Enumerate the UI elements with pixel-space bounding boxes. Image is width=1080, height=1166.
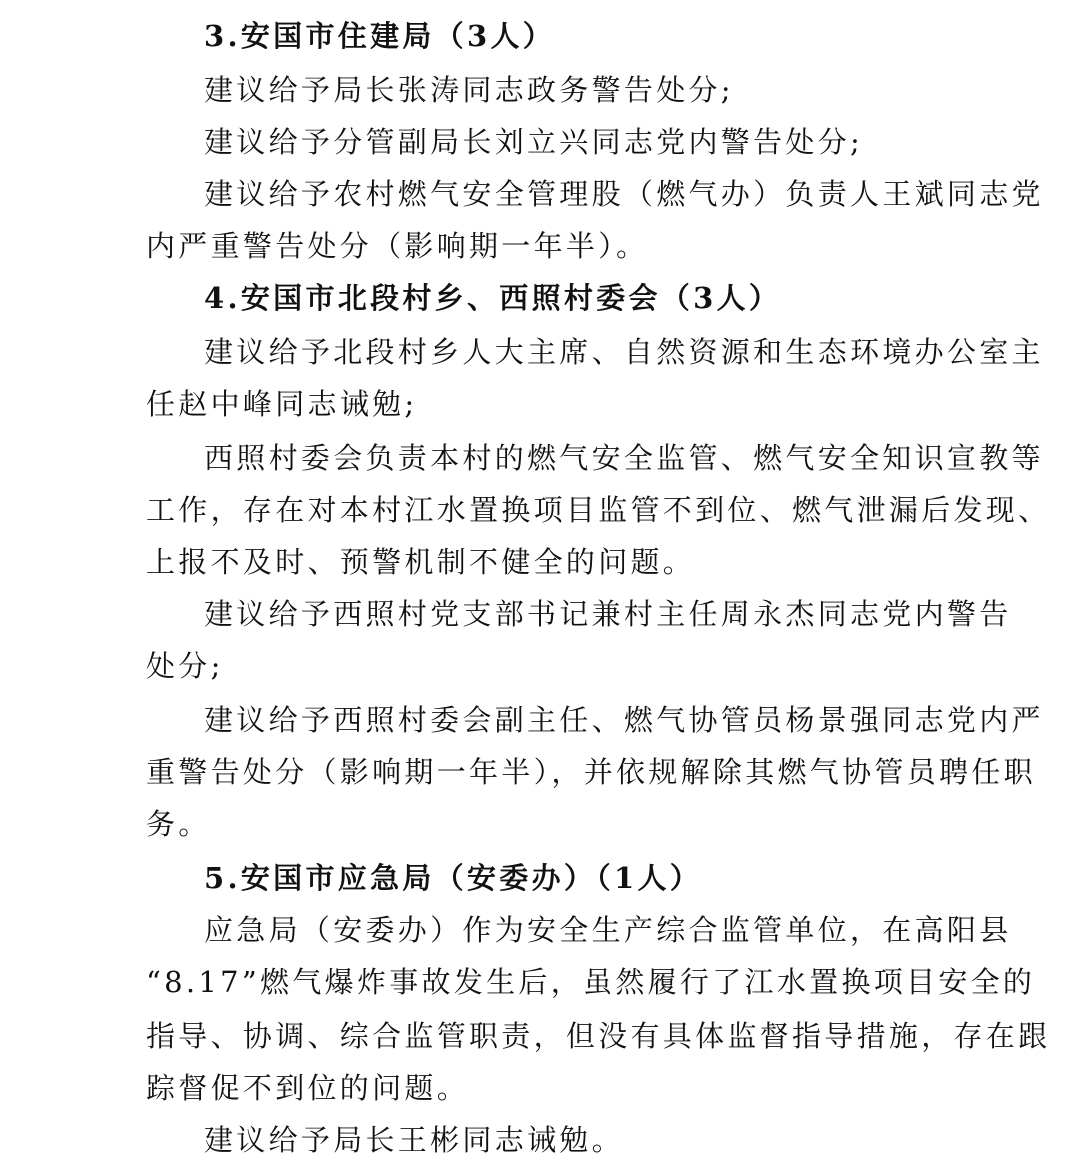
section-4-paragraph-2-line-2: 工作，存在对本村江水置换项目监管不到位、燃气泄漏后发现、 [146, 493, 1051, 527]
section-4-paragraph-3-line-1: 建议给予西照村党支部书记兼村主任周永杰同志党内警告 [204, 597, 1012, 631]
section-3-paragraph-1: 建议给予局长张涛同志政务警告处分; [204, 73, 734, 107]
section-5-heading: 5.安国市应急局（安委办）（1人） [204, 861, 703, 895]
section-5-paragraph-1-line-4: 踪督促不到位的问题。 [146, 1071, 470, 1105]
section-4-paragraph-3-line-2: 处分; [146, 649, 224, 683]
section-4-paragraph-1-line-1: 建议给予北段村乡人大主席、自然资源和生态环境办公室主 [204, 335, 1044, 369]
section-4-paragraph-1-line-2: 任赵中峰同志诫勉; [146, 387, 418, 421]
section-5-paragraph-1-line-1: 应急局（安委办）作为安全生产综合监管单位，在高阳县 [204, 913, 1012, 947]
section-5-paragraph-1-line-2: “8.17”燃气爆炸事故发生后，虽然履行了江水置换项目安全的 [146, 965, 1036, 999]
section-3-paragraph-2: 建议给予分管副局长刘立兴同志党内警告处分; [204, 125, 864, 159]
section-4-paragraph-4-line-1: 建议给予西照村委会副主任、燃气协管员杨景强同志党内严 [204, 703, 1044, 737]
section-4-paragraph-4-line-2: 重警告处分（影响期一年半），并依规解除其燃气协管员聘任职 [146, 755, 1036, 789]
section-5-paragraph-2: 建议给予局长王彬同志诫勉。 [204, 1123, 624, 1157]
section-3-paragraph-3-line-2: 内严重警告处分（影响期一年半）。 [146, 229, 649, 263]
section-4-paragraph-4-line-3: 务。 [146, 807, 211, 841]
section-4-paragraph-2-line-3: 上报不及时、预警机制不健全的问题。 [146, 545, 696, 579]
section-3-heading: 3.安国市住建局（3人） [204, 19, 556, 53]
section-5-paragraph-1-line-3: 指导、协调、综合监管职责，但没有具体监督指导措施，存在跟 [146, 1019, 1051, 1053]
section-4-heading: 4.安国市北段村乡、西照村委会（3人） [204, 281, 782, 315]
section-3-paragraph-3-line-1: 建议给予农村燃气安全管理股（燃气办）负责人王斌同志党 [204, 177, 1044, 211]
section-4-paragraph-2-line-1: 西照村委会负责本村的燃气安全监管、燃气安全知识宣教等 [204, 441, 1044, 475]
